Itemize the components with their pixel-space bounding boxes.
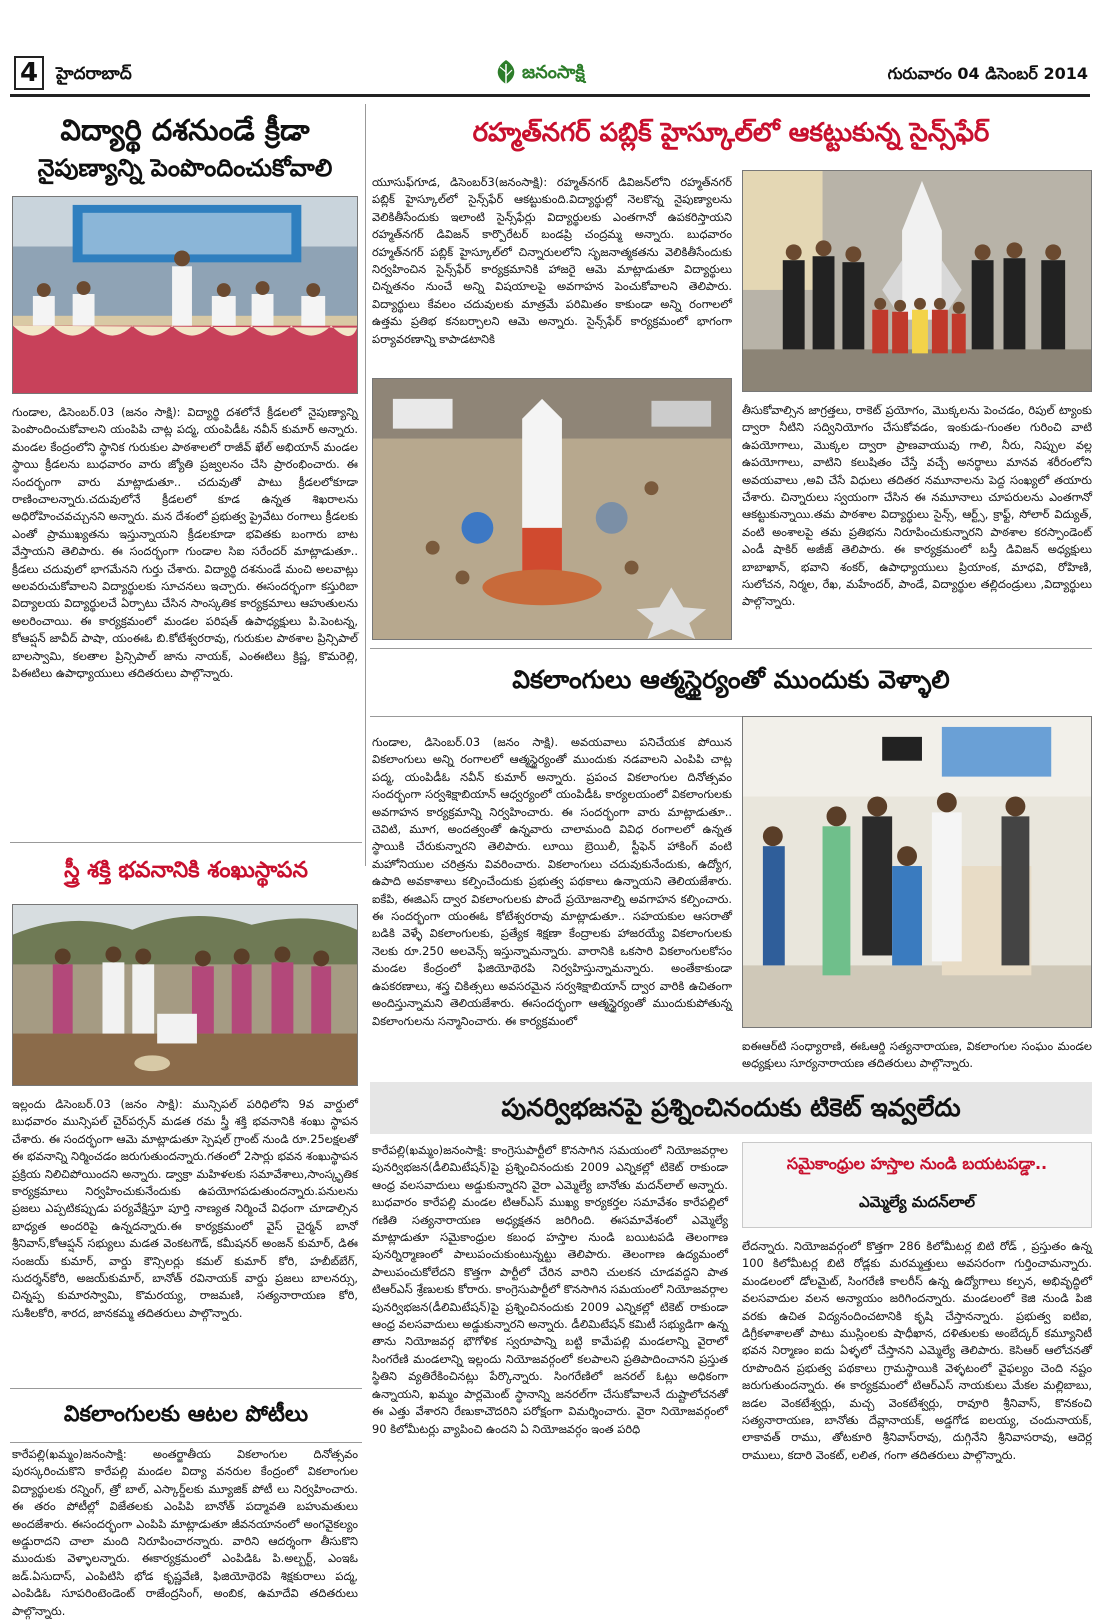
story2-body-col2: తీసుకోవాల్సిన జాగ్రత్తలు, రాకెట్ ప్రయోగం, మొక్కలను పెంచడం, రిపుల్ ట్యాంకు ద్వారా నీటిని సద్వినియోగం చేసుకోవడం, ఇంకుడు-గుంతల గురించి వాటి ఉపయోగాలు, మొక్కల ద్వారా ప్రాణవాయువు గాలి, నీరు, నిప్పుల వల్ల ఉపయోగాలు, వాటిని కలుషితం చేస్తే వచ్చే అనర్థాలు మానవ శరీరంలోని అవయవాలు ,అవి చేసే విధులు తదితర నమూనాలను పెద్ద సంఖ్యలో తయారు చేశారు. చిన్నారులు స్వయంగా చేసిన ఈ నమూనాలు చూపరులను ఎంతగానో ఆకట్టుకున్నాయి.తమ పాఠశాల విద్యార్థులు సైన్స్, ఆర్ట్స్, క్రాఫ్ట్, సోలార్ విద్యుత్, వంటి అంశాలపై తమ ప్రతిభను నిరూపించుకున్నారని పాఠశాల కరస్పాండెంట్ ఎండీ షాకిర్ అజీజ్ తెలిపారు. ఈ కార్యక్రమంలో బస్తీ డివిజన్ అధ్యక్షులు బాబాఖాన్, భవాని శంకర్, ఉపాధ్యాయులు ప్రియాంక, మాధవి, రోహిణి, సులోచన, నిర్మల, రేఖ, మహేందర్, పాండే, విద్యార్థుల తల్లిదండ్రులు ,విద్యార్థులు పాల్గొన్నారు. — [742, 403, 1092, 609]
story3-body: ఇల్లందు డిసెంబర్.03 (జనం సాక్షి): మున్సిపల్ పరిధిలోని 9వ వార్డులో బుధవారం మున్సిపల్ చైర్‌పర్సన్ మడత రమ స్త్రీ శక్తి భవనానికి శంఖు స్థాపన చేశారు. ఈ సందర్భంగా ఆమె మాట్లాడుతూ స్పెషల్ గ్రాంట్ నుండి రూ.25లక్షలతో ఈ భవనాన్ని నిర్మించడం జరుగుతుందన్నారు.గతంలో 2సార్లు భవన శంఖుస్థాపన ప్రక్రియ నిలిచిపోయిందని అన్నారు. డ్వాక్రా మహిళలకు సమావేశాలు,సాంస్కృతిక కార్యక్రమాలు నిర్వహించుకునేందుకు ఉపయోగపడుతుందన్నారు.పనులను ప్రజలు ఎప్పటికప్పుడు పర్యవేక్షిస్తూ పూర్తి నాణ్యత నిర్మించే విధంగా చూడాల్సిన బాధ్యత అందరిపై ఉన్నదన్నారు.ఈ కార్యక్రమంలో వైస్ చైర్మన్ బానో శ్రీనివాస్,కోఆప్షన్ సభ్యులు మడత వెంకటగౌడ్, కమీషనర్ అంజన్ కుమార్, డిఈ సంజయ్ కుమార్, వార్డు కౌన్సిలర్లు కమల్ కుమార్ కోరి, హబీబ్‌బేగ్, సుదర్శన్‌కోరి, అజయ్‌కుమార్, బానోత్ రవినాయక్ వార్డు ప్రజలు బాలనర్సు, చిన్నప్ప కుమారస్వామి, కొమరయ్య, రాజమణి, సత్యనారాయణ కోరి, సుశీలకోరి, శారద, జానకమ్మ తదితరులు పాల్గొన్నారు. — [12, 1097, 358, 1320]
story6-headline: పునర్విభజనపై ప్రశ్నించినందుకు టికెట్ ఇవ్వలేదు — [501, 1093, 961, 1122]
issue-date: గురువారం 04 డిసెంబర్ 2014 — [887, 64, 1088, 83]
story4-headline: వికలాంగులు ఆత్మస్థైర్యంతో ముందుకు వెళ్ళాలి — [512, 665, 950, 694]
section-rule — [10, 1442, 362, 1443]
story6-body-col2: లేదన్నారు. నియోజవర్గంలో కొత్తగా 286 కిలోమీటర్ల బిటి రోడ్ , ప్రస్తుతం ఉన్న 100 కిలోమీటర్ల బిటి రోడ్లకు మరమ్మత్తులు అవసరంగా గుర్తించామన్నారు. మండలంలో డోలమైట్, సింగరేణి కాలరీస్ ఉన్న ఉద్యోగాలు కల్పన, అభివృద్ధిలో వలసవాదుల వలన అన్యాయం జరిగిందన్నారు. మండలంలో కెజి నుండి పిజి వరకు ఉచిత విద్యనందించటానికి కృషి చేస్తానన్నారు. ప్రభుత్వ ఐటిఐ, డిగ్రీకళాశాలతో పాటు ముస్లింలకు షాధీఖాన, దళితులకు అంబేద్కర్ కమ్యూనిటీ భవన నిర్మాణం ఐదు ఏళ్ళలో చేస్తానని ఎమ్మెల్యే తెలిపారు. కెసిఆర్ ఆలోచనతో రూపొందిన ప్రభుత్వ పథకాలు గ్రామస్థాయికి వెళ్ళటంలో వైఫల్యం చెంది నష్టం జరుగుతుందన్నారు. ఈ కార్యక్రమంలో టిఆర్‌ఎస్ నాయకులు మేకల మల్లిబాబు, జడల వెంకటేశ్వర్లు, మచ్చ వెంకటేశ్వర్లు, రావూరి శ్రీనివాస్, కొనకంచి సత్యనారాయణ, బానోతు దేవ్లానాయక్, అడ్డగోడ ఐలయ్య, చందునాయక్, లాకావత్ రాము, తోటకూరి శ్రీనివాస్‌రావు, దుగ్గినేని శ్రీనివాసరావు, ఆదెర్ల రాములు, కదారి వెంకట్, లలిత, గంగా తదితరులు పాల్గొన్నారు. — [742, 1239, 1092, 1462]
section-rule — [370, 648, 1092, 649]
masthead-title: జనంసాక్షి — [522, 62, 585, 83]
masthead-logo — [492, 54, 610, 94]
page-number: 4 — [14, 56, 44, 90]
column-rule — [365, 104, 366, 866]
story1-headline-line1: విద్యార్థి దశనుండే క్రీడా — [60, 113, 310, 147]
story1-headline-line2: నైపుణ్యాన్ని పెంపొందించుకోవాలి — [37, 154, 333, 182]
story2-photo-student-group — [742, 170, 1092, 392]
leaf-icon — [492, 58, 520, 86]
story1-body: గుండాల, డిసెంబర్.03 (జనం సాక్షి): విద్యార్థి దశలోనే క్రీడలలో నైపుణ్యాన్ని పెంపొందించుకోవాలని యంపిపి చాట్ల పద్మ, యంపిడీఓ నవీన్ కుమార్ అన్నారు. మండల కేంద్రంలోని స్థానిక గురుకుల పాఠశాలలో రాజీవ్ ఖేల్ అభియాన్ మండల స్థాయి క్రీడలను బుధవారం వారు జ్యోతి ప్రజ్వలనం చేసి ప్రారంభించారు. ఈ సందర్భంగా వారు మాట్లాడుతూ.. చదువుతో పాటు క్రీడలలోకూడా రాణించాలన్నారు.చదువులోనే క్రీడలలో కూడ ఉన్నత శిఖరాలను అధిరోహించవచ్చునని అన్నారు. మన దేశంలో ప్రభుత్వ ప్రైవేటు రంగాలు క్రీడలకు ఎంతో ప్రాముఖ్యతను ఇస్తున్నాయని క్రీడలకూడా భవితకు బంగారు బాట వేస్తాయని తెలిపారు. ఈ సందర్భంగా గుండాల సిఐ సరేందర్ మాట్లాడుతూ.. క్రీడలు చదువులో భాగమేనని గుర్తు చేశారు. విద్యార్థి దశనుండే మంచి అలవాట్లు అలవరుచుకోవాలని విద్యార్థులకు సూచనలు ఇచ్చారు. ఈసందర్భంగా కస్తురిబా విద్యాలయ విద్యార్థులచే ఏర్పాటు చేసిన సాంస్కతిక కార్యక్రమాలు ఆహుతులను అలరించాయి. ఈ కార్యక్రమంలో మండల పరిషత్ ఉపాధ్యక్షులు పి.పెంటన్న, కోఆప్షన్ జావీద్ పాషా, యంఈఓ బి.కోటేశ్వరరావు, గురుకుల పాఠశాల ప్రిన్సిపాల్ బాలస్వామి, కలతాల ప్రిన్సిపాల్ జాను నాయక్, ఎంఈటిలు క్రిష్ణ, కొమరెల్లి, పిఈటిలు ఉపాధ్యాయులు తదితరులు పాల్గొన్నారు. — [12, 405, 358, 681]
story2-body-col1: యూసుఫ్‌గూడ, డిసెంబర్3(జనంసాక్షి): రహ్మత్‌నగర్ డివిజన్‌లోని రహ్మత్‌నగర్ పబ్లిక్ హైస్కూల్‌లో సైన్స్‌ఫేర్ ఆకట్టుకుంది.విద్యార్థుల్లో నెలకొన్న నైపుణ్యాలను వెలికితీసేందుకు ఇలాంటి సైన్స్‌ఫేర్లు విద్యార్థులకు ఎంతగానో ఉపకరిస్తాయని రహ్మత్‌నగర్ డివిజన్ కార్పొరేటర్ బండప్రి చంద్రమ్మ అన్నారు. బుధవారం రహ్మత్‌నగర్ పబ్లిక్ హైస్కూల్‌లో చిన్నారులలోని సృజనాత్మకతను వెలికితీసేందుకు నిర్వహించిన సైన్స్‌ఫేర్ కార్యక్రమానికి హాజరై ఆమె మాట్లాడుతూ విద్యార్థులు చిన్నతనం నుంచే అన్ని విషయాలపై అవగాహన పెంచుకోవాలని తెలిపారు. విద్యార్థులు కేవలం చదువులకు మాత్రమే పరిమితం కాకుండా అన్ని రంగాలలో ఉత్తమ ప్రతిభ కనబర్చాలని ఆమె అన్నారు. సైన్స్‌ఫేర్ కార్యక్రమంలో భాగంగా పర్యావరణాన్ని కాపాడటానికి — [372, 175, 732, 346]
section-rule — [10, 1388, 362, 1389]
story3-photo-foundation-ceremony — [12, 904, 358, 1086]
story2-headline: రహ్మత్‌నగర్ పబ్లిక్ హైస్కూల్‌లో ఆకట్టుకున్న సైన్స్‌ఫేర్ — [472, 118, 990, 148]
story6-subhead-box — [742, 1142, 1092, 1228]
story2-photo-rocket-model — [372, 378, 732, 640]
story6-body-col1: కారేపల్లి(ఖమ్మం)జనంసాక్షి: కాంగ్రెసుపార్టీలో కొనసాగిన సమయంలో నియోజవర్గాల పునర్విభజన(డీలిమిటేషన్)పై ప్రశ్నించినందుకు 2009 ఎన్నికల్లో టికెట్ రాకుండా ఆంధ్ర వలసవాదులు అడ్డుకున్నారని వైరా ఎమ్మెల్యే బానోతు మదన్‌లాల్ అన్నారు. బుధవారం కారేపల్లి మండల టిఆర్‌ఎస్ ముఖ్య కార్యకర్తల సమావేశం కారేపల్లిలో గణితి సత్యనారాయణ అధ్యక్షతన జరిగింది. ఈసమావేశంలో ఎమ్మెల్యే మాట్లాడుతూ సమైకాంధ్రుల కబంధ హస్తాల నుండి బయిటపడి తెలంగాణ పునర్నిర్మాణంలో పాలుపంచుకుంటున్నట్టు తెలిపారు. తెలంగాణ ఉద్యమంలో పాలుపంచుకోలేదని కొత్తగా పార్టీలో చేరిన వారిని చులకన చూడవద్దని పాత టిఆర్‌ఎస్ శ్రేణులకు కోరారు. కాంగ్రెసుపార్టీలో కొనసాగిన సమయంలో నియోజవర్గాల పునర్విభజన(డీలిమిటేషన్)పై ప్రశ్నించినందుకు 2009 ఎన్నికల్లో టికెట్ రాకుండా ఆంధ్ర వలసవాదులు అడ్డుకున్నారని అన్నారు. డీలిమిటేషన్ కమిటీ సభ్యుడిగా ఉన్న తాను నియోజవర్గ భౌగోళిక స్వరూపాన్ని బట్టి కామేపల్లి మండలాన్ని వైరాలో సింగరేణి మండలాన్ని ఇల్లందు నియోజవర్గంలో కలపాలని ప్రతిపాదించానని ప్రస్తుత స్థితిని వ్యతిరేకించినట్లు పేర్కొన్నారు. సింగరేణిలో జనరల్ ఓట్లు అధికంగా ఉన్నాయని, ఖమ్మం పార్లమెంట్ స్థానాన్ని జనరల్‌గా చేసుకోవాలనే దుష్టాలోచనతో ఈ ఎత్తు వేశారని రేణుకాచౌదరిని పరోక్షంగా విమర్శించారు. వైరా నియోజవర్గంలో 90 కిలోమీటర్లు వ్యాపించి ఉందని ఏ నియోజవర్గం ఇంత పరిధి — [372, 1143, 728, 1436]
header-rule — [10, 94, 1090, 97]
story4-body: గుండాల, డిసెంబర్.03 (జనం సాక్షి). అవయవాలు పనిచేయక పోయిన వికలాంగులు అన్ని రంగాలలో ఆత్మస్థైర్యంతో ముందుకు నడవాలని ఎంపిపి చాట్ల పద్మ, యంపిడీఓ నవీన్ కుమార్ అన్నారు. ప్రపంచ వికలాంగుల దినోత్సవం సందర్భంగా సర్వశిక్షాబియాన్ ఆధ్వర్యంలో యంపిడీఓ కార్యలయంలో వికలాంగులకు అవగాహన కార్యక్రమాన్ని నిర్వహించారు. ఈ సందర్భంగా వారు మాట్లాడుతూ.. చెవిటి, మూగ, అందత్వంతో ఉన్నవారు చాలామంది వివిధ రంగాలలో ఉన్నత స్థాయికి చేరుకున్నారని తెలిపారు. లూయి బ్రెయిలీ, స్టీఫెన్ హాకింగ్ వంటి మహోనియుల చరిత్రను వివరించారు. వికలాంగులు చదువుకునేందుకు, ఉద్యోగ, ఉపాది అవకాశాలు కల్పించేందుకు ప్రభుత్వ పథకాలు ఉన్నాయని తెలియజేశారు. ఐకేపి, ఈజిఎస్ ద్వార వికలాంగులకు పొందే ప్రయోజనాల్ని అవగాహన కల్పించారు. ఈ సందర్భంగా యంఈఓ కోటేశ్వరరావు మాట్లాడుతూ.. సహయకుల ఆసరాతో బడికి వెళ్ళే వికలాంగులకు, ప్రత్యేక శిక్షణా కేంద్రాలకు హాజరయ్యే వికలాంగులకు నెలకు రూ.250 అలవెన్స్ ఇస్తున్నామన్నారు. వారానికి ఒకసారి వికలాంగులకోసం మండల కేంద్రంలో ఫిజియోథెరపి నిర్వహిస్తున్నామన్నారు. అంతేకాకుండా ఉపకరణాలు, శస్త్ర చికిత్సలు అవసరమైన సర్వశిక్షాబియాన్ ద్వార వారికి ఉచితంగా అందిస్తున్నామని తెలియజేశారు. ఈసందర్భంగా ఆత్మస్థైర్యంతో ముందుకుపోతున్న వికలాంగులను సన్మానించారు. ఈ కార్యక్రమంలో — [372, 735, 732, 1028]
page-header — [0, 0, 1100, 102]
story5-body: కారేపల్లి(ఖమ్మం)జనంసాక్షి: అంతర్జాతీయ వికలాంగుల దినోత్సవం పురస్కరించుకొని కారేపల్లి మండల విద్యా వనరుల కేంద్రంలో వికలాంగుల విద్యార్థులకు రన్నింగ్, త్రో బాల్, ఎస్కార్డ్‌లకు మ్యూజిక్ పోటీ లు నిర్వహించారు. ఈ తరం పోటీల్లో విజేతలకు ఎంపిపి బానోత్ పద్మావతి బహుమతులు అందజేశారు. ఈసందర్భంగా ఎంపిపి మాట్లాడుతూ జీవనయానంలో అంగవైకల్యం అడ్డురాదని చాలా మంది నిరూపించారన్నారు. వారిని ఆదర్శంగా తీసుకొని ముందుకు వెళ్ళాలన్నారు. ఈకార్యక్రమంలో ఎంపిడిఓ పి.అల్బర్ట్, ఎంఇఓ జడ్.ఏసుదాస్, ఎంపిటిసి భోడ కృష్ణవేణి, ఫిజియోథెరపి శిక్షకురాలు పద్మ, ఎంపిడిఓ సూపరింటెండెంట్ రాజేంద్రసింగ్, అంబిక, ఉమాదేవి తదితరులు పాల్గొన్నారు. — [12, 1447, 358, 1618]
story4-photo-honoring-disabled — [742, 716, 1092, 1028]
edition-city: హైదరాబాద్ — [56, 64, 132, 84]
story1-photo-stage-event — [12, 196, 358, 394]
story4-caption: ఐఈఆర్‌టి సంధ్యారాణి, ఈఓఆర్డి సత్యనారాయణ, వికలాంగుల సంఘం మండల అధ్యక్షులు సూర్యనారాయణ తదితరులు పాల్గొన్నారు. — [742, 1039, 1092, 1071]
section-rule — [10, 842, 362, 843]
story5-headline: వికలాంగులకు ఆటల పోటీలు — [63, 1402, 309, 1427]
story3-headline: స్త్రీ శక్తి భవనానికి శంఖుస్థాపన — [64, 858, 308, 883]
story6-subhead-line2: ఎమ్మెల్యే మదన్‌లాల్ — [858, 1193, 976, 1211]
story6-subhead-line1: సమైకాంధ్రుల హస్తాల నుండి బయటపడ్డా.. — [786, 1154, 1048, 1173]
